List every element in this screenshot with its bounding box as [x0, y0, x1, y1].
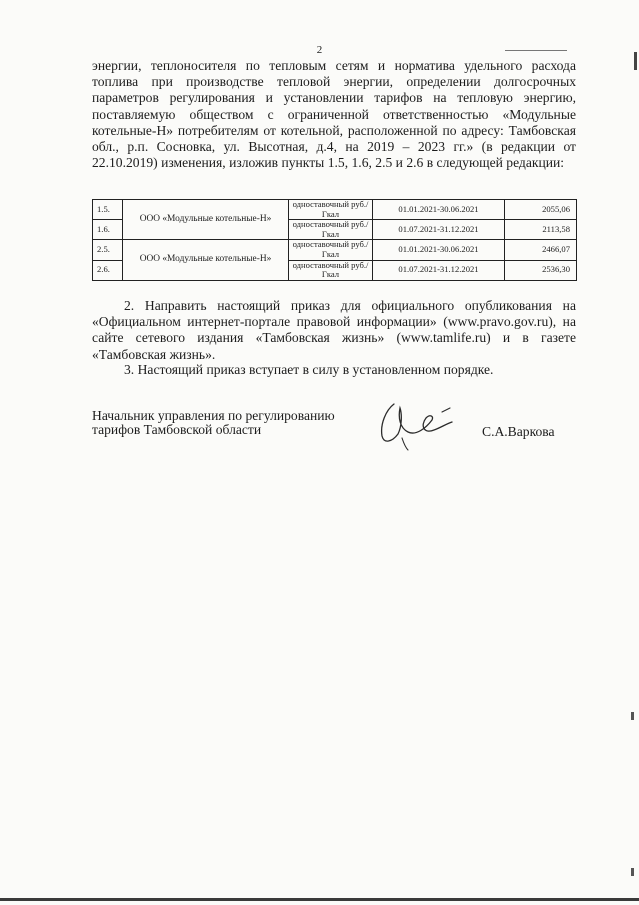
row-number: 1.5.	[93, 200, 123, 220]
paragraph-3: 3. Настоящий приказ вступает в силу в установленном порядке.	[124, 362, 494, 377]
organization-cell: ООО «Модульные котельные-Н»	[123, 200, 289, 240]
period-cell: 01.07.2021-31.12.2021	[373, 260, 505, 280]
value-cell: 2536,30	[505, 260, 577, 280]
intro-paragraph: энергии, теплоносителя по тепловым сетям и норматива удельного расхода топлива при производстве тепловой энергии, определении долгосрочных параметров регулирования и установлении тарифов на тепловую энергию, поставляемую обществом с ограниченной ответственностью «Модульные котельные-Н» потребителям от котельной, расположенной по адресу: Тамбовская обл., р.п. Сосновка, ул. Высотная, д.4, на 2019 – 2023 гг.» (в редакции от 22.10.2019) изменения, изложив пункты 1.5, 1.6, 2.5 и 2.6 в следующей редакции:	[92, 58, 576, 171]
scan-edge-mark	[631, 868, 634, 876]
row-number: 2.5.	[93, 240, 123, 260]
value-cell: 2113,58	[505, 220, 577, 240]
tariff-type-cell: одноставочный руб./Гкал	[289, 260, 373, 280]
signer-position	[92, 409, 335, 437]
organization-cell: ООО «Модульные котельные-Н»	[123, 240, 289, 280]
scan-edge-mark	[634, 52, 637, 70]
value-cell: 2466,07	[505, 240, 577, 260]
handwritten-signature	[372, 398, 462, 454]
scan-edge-mark	[631, 712, 634, 720]
tariff-type-cell: одноставочный руб./Гкал	[289, 220, 373, 240]
row-number: 1.6.	[93, 220, 123, 240]
row-number: 2.6.	[93, 260, 123, 280]
table-row	[93, 200, 577, 220]
table-row	[93, 240, 577, 260]
period-cell: 01.07.2021-31.12.2021	[373, 220, 505, 240]
tariff-table	[92, 199, 577, 281]
signer-name: С.А.Варкова	[482, 424, 555, 439]
tariff-type-cell: одноставочный руб./Гкал	[289, 200, 373, 220]
scan-artifact-line	[505, 50, 567, 51]
page-number: 2	[316, 44, 323, 56]
signer-position-line: Начальник управления по регулированию	[92, 408, 335, 423]
signer-position-line: тарифов Тамбовской области	[92, 422, 262, 437]
period-cell: 01.01.2021-30.06.2021	[373, 200, 505, 220]
tariff-type-cell: одноставочный руб./Гкал	[289, 240, 373, 260]
period-cell: 01.01.2021-30.06.2021	[373, 240, 505, 260]
scan-edge-bottom	[0, 898, 639, 901]
value-cell: 2055,06	[505, 200, 577, 220]
paragraph-2: 2. Направить настоящий приказ для официального опубликования на «Официальном интернет-портале правовой информации» (www.pravo.gov.ru), на сайте сетевого издания «Тамбовская жизнь» (www.tamlife.ru) и в газете «Тамбовская жизнь».	[92, 298, 576, 362]
